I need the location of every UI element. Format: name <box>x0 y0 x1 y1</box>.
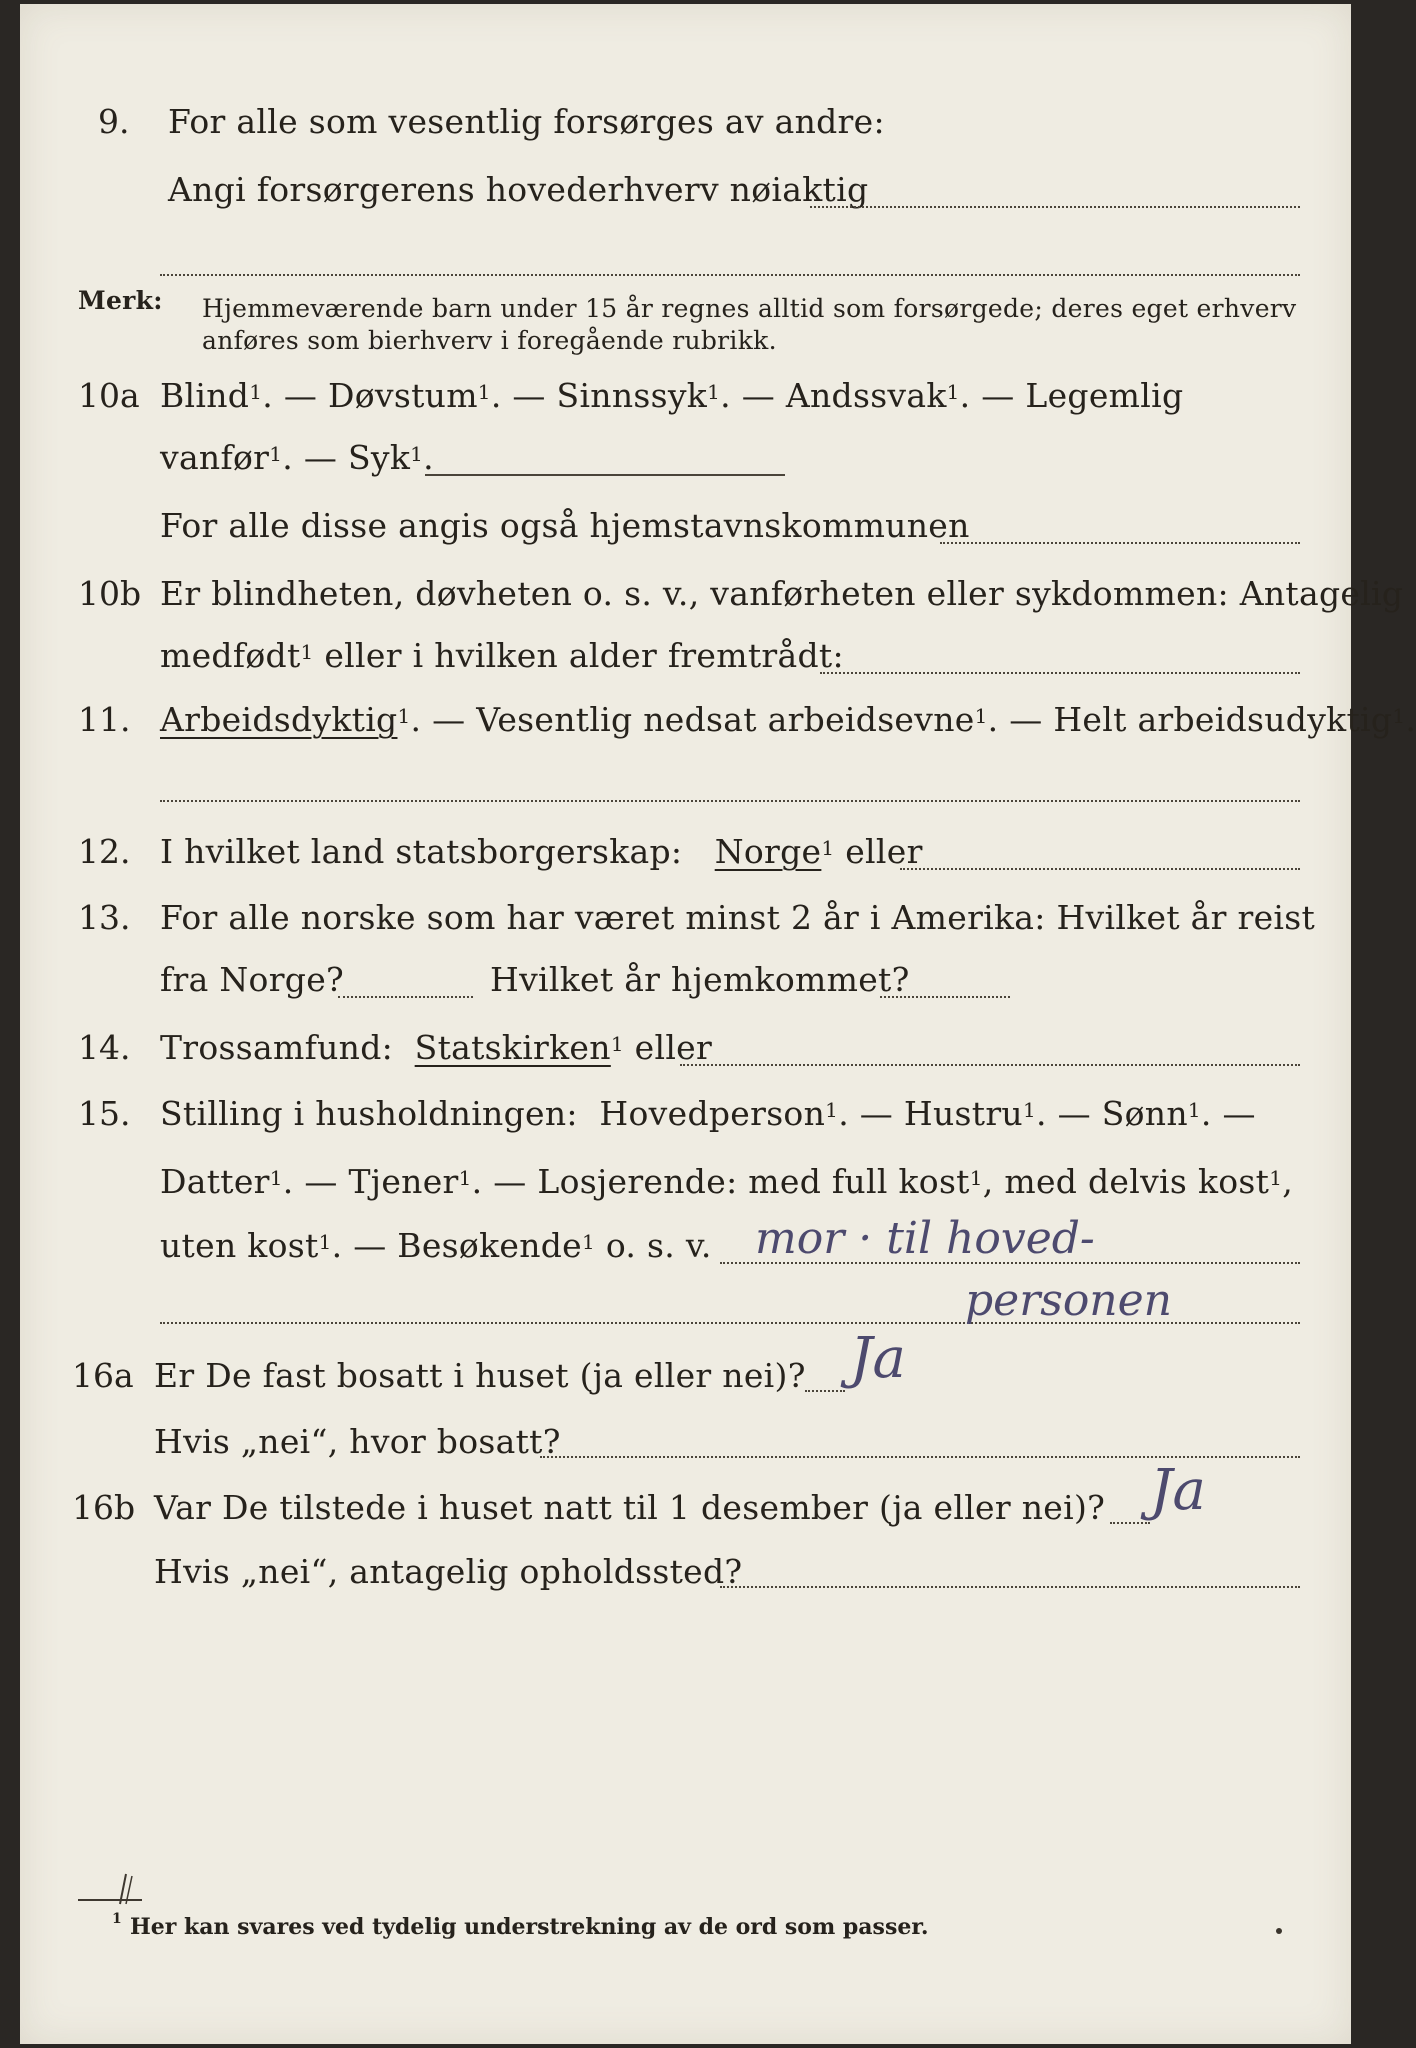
footnote-dot <box>1276 1928 1282 1934</box>
q12-answer-line[interactable] <box>900 868 1300 870</box>
census-form-page <box>20 4 1416 2044</box>
q11-number: 11. <box>78 700 131 739</box>
q10a-vanfor: vanfør <box>160 438 270 477</box>
q15-hustru[interactable]: Hustru <box>903 1094 1023 1133</box>
q12-number: 12. <box>78 832 131 871</box>
q10a-answer-line[interactable] <box>425 474 785 476</box>
q9-line2: Angi forsørgerens hovederhverv nøiaktig <box>168 170 869 209</box>
q14-line: Trossamfund: Statskirken$^1$ eller <box>160 1028 713 1067</box>
q16a-number: 16a <box>72 1356 134 1395</box>
q13-line2a: fra Norge? <box>160 960 345 999</box>
merk-line2: anføres som bierhverv i foregående rubrikk. <box>202 326 777 355</box>
merk-line1: Hjemmeværende barn under 15 år regnes alltid som forsørgede; deres eget erhverv <box>202 294 1297 323</box>
q13-hjemkommet-line[interactable] <box>880 996 1010 998</box>
footnote-text: Her kan svares ved tydelig understrekning av de ord som passer. <box>130 1914 929 1940</box>
q15-full-kost[interactable]: med full kost <box>748 1162 970 1201</box>
q10b-answer-line[interactable] <box>820 672 1300 674</box>
q10a-line2: vanfør$^1$. — Syk$^1$. <box>160 438 434 477</box>
q15-uten-kost[interactable]: uten kost <box>160 1226 319 1265</box>
q15-datter[interactable]: Datter <box>160 1162 270 1201</box>
q14-statskirken[interactable]: Statskirken <box>414 1028 611 1067</box>
q16b-line2: Hvis „nei“, antagelig opholdssted? <box>154 1552 743 1591</box>
q15-line2: Datter$^1$. — Tjener$^1$. — Losjerende: med full kost$^1$, med delvis kost$^1$, <box>160 1162 1294 1201</box>
q15-sonn[interactable]: Sønn <box>1101 1094 1188 1133</box>
footnote-rule-icon <box>70 1864 150 1914</box>
q10a-number: 10a <box>78 376 140 415</box>
q10b-line1: Er blindheten, døvheten o. s. v., vanførheten eller sykdommen: Antagelig <box>160 574 1404 613</box>
q10a-legemlig: Legemlig <box>1025 376 1184 415</box>
merk-label: Merk: <box>78 286 163 315</box>
q15-line1: Stilling i husholdningen: Hovedperson$^1$. — Hustru$^1$. — Sønn$^1$. — <box>160 1094 1256 1133</box>
q11-arbeidsdyktig[interactable]: Arbeidsdyktig <box>160 700 398 739</box>
q13-line1: For alle norske som har været minst 2 år i Amerika: Hvilket år reist <box>160 898 1316 937</box>
q10a-sinnssyk: Sinnssyk <box>556 376 708 415</box>
q15-handwritten-answer-1: mor · til hoved- <box>755 1213 1095 1264</box>
q10b-line2: medfødt$^1$ eller i hvilken alder fremtrådt: <box>160 636 844 675</box>
q15-besokende[interactable]: Besøkende <box>397 1226 583 1265</box>
q9-answer-line-2[interactable] <box>160 274 1300 276</box>
q16b-handwritten-answer: Ja <box>1150 1458 1206 1523</box>
q16b-number: 16b <box>72 1488 136 1527</box>
q16b-answer-line[interactable] <box>1110 1522 1150 1524</box>
q9-number: 9. <box>98 102 130 141</box>
q13-line2b: Hvilket år hjemkommet? <box>490 960 910 999</box>
q16a-line1: Er De fast bosatt i huset (ja eller nei)? <box>154 1356 806 1395</box>
q11-nedsat[interactable]: Vesentlig nedsat arbeidsevne <box>476 700 975 739</box>
q9-line1: For alle som vesentlig forsørges av andre: <box>168 102 885 141</box>
q9-answer-line[interactable] <box>810 206 1300 208</box>
q16a-answer-line[interactable] <box>805 1390 845 1392</box>
q11-answer-line[interactable] <box>160 800 1300 802</box>
q16a-handwritten-answer: Ja <box>850 1326 906 1391</box>
q12-line: I hvilket land statsborgerskap: Norge$^1$ eller <box>160 832 923 871</box>
q15-number: 15. <box>78 1094 131 1133</box>
footnote-mark: 1 <box>112 1911 122 1927</box>
q10a-hjemstavn-line[interactable] <box>940 542 1300 544</box>
q13-reist-line[interactable] <box>338 996 473 998</box>
q12-norge[interactable]: Norge <box>714 832 822 871</box>
q11-line: Arbeidsdyktig$^1$. — Vesentlig nedsat arbeidsevne$^1$. — Helt arbeidsudyktig$^1$. <box>160 700 1416 739</box>
q10a-line3: For alle disse angis også hjemstavnskommunen <box>160 506 970 545</box>
q15-delvis-kost[interactable]: med delvis kost <box>1004 1162 1270 1201</box>
q16a-line2: Hvis „nei“, hvor bosatt? <box>154 1422 561 1461</box>
q13-number: 13. <box>78 898 131 937</box>
q10a-line1: Blind$^1$. — Døvstum$^1$. — Sinnssyk$^1$. — Andssvak$^1$. — Legemlig <box>160 376 1184 415</box>
q10a-andssvak: Andssvak <box>785 376 947 415</box>
q10b-number: 10b <box>78 574 142 613</box>
q14-answer-line[interactable] <box>680 1064 1300 1066</box>
q10a-dovstum: Døvstum <box>327 376 478 415</box>
q15-tjener[interactable]: Tjener <box>348 1162 459 1201</box>
q15-hovedperson[interactable]: Hovedperson <box>599 1094 826 1133</box>
q10a-blind: Blind <box>160 376 250 415</box>
q10a-syk: Syk <box>347 438 411 477</box>
q14-number: 14. <box>78 1028 131 1067</box>
q16b-line1: Var De tilstede i huset natt til 1 desember (ja eller nei)? <box>154 1488 1106 1527</box>
q16b-opholdssted-line[interactable] <box>720 1586 1300 1588</box>
q15-handwritten-answer-2: personen <box>965 1275 1173 1326</box>
q15-line3: uten kost$^1$. — Besøkende$^1$ o. s. v. <box>160 1226 712 1265</box>
q11-udyktig[interactable]: Helt arbeidsudyktig <box>1053 700 1393 739</box>
